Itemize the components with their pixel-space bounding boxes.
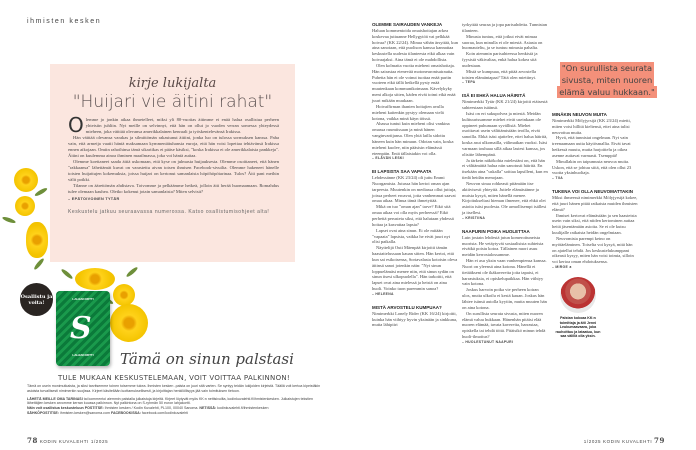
column-paragraph: Luin jostain lehdestä jutun komeroituneista nuorista. He vetäytyvät sosiaalisista suhteista eivätkä poistu kotoa. Tällainen nuori asuu meidän kerrostalossamme. <box>462 234 544 258</box>
letter-kicker: kirje lukijalta <box>128 76 217 91</box>
column-paragraph: Ahassa tuntui kuin mieheni olisi vankina omassa ruumiissaan ja minä hänen vanginvartijansa. Olen yhtä lailla sidottu häneen kuin hän minuun. Odotan vain, koska mieheni kuolee, niin pääsisin elämässä eteenpäin. Entä tällaistakin voi olla. <box>372 121 454 156</box>
drop-cap: O <box>68 113 84 137</box>
reader-signature: – KRISTIINA <box>462 216 486 220</box>
column-paragraph: Nimimerkki Mölyjyrsijä (KK 23/24) mietti, miten voisi hillitä kieltensä, ettei aina tulisi neuvottua muita. <box>552 117 631 135</box>
gift-card-bottom-label: LAHJAKORTTI <box>72 353 94 357</box>
reader-signature: – MIRGE ♣ <box>552 265 572 270</box>
column-paragraph: Isäsi on eri sukupolvea ja miestä. Meidän kulttuurissamme miehet eivät useinkaan ole oppineet puhumaan syvällisiä. Miehet osoittavat usein välittämistään teoilla, eivät sanoilla. Ehkä isäsi ajattelee, ettei halua häiritä, koska asut ulkomailla, välimatkan vuoksi. Isäsi varmaan touhuaa sillä aikaa lastesi kanssa, jos olisitte lähempänä. <box>462 110 548 157</box>
column-1 <box>372 22 458 328</box>
web-label: NETISSÄ: <box>199 406 217 411</box>
photo-caption: Palstan kokoaa KK:n toimittaja ja äiti Jenni Leukumaavaara, joka rauhoittuu ja lataatuu, kun saa välillä olla yksin. <box>555 316 601 339</box>
column-paragraph: Nimimerkki Lonely Rider (KK 16/24) kirjoitti, kuinka hän viihtyy hyvin yksinään ja sinkkuna, mutta lähipiiri <box>372 310 458 328</box>
column-paragraph: Hyvä, että tunnistat ongelman. Nyt vain treenaamaan uutta käytösmallia. Eivät tavat hetkessä muutu, mutta harjoittelu ja oikea asenne auttavat varmasti. Tsemppiä! <box>552 135 631 158</box>
column-paragraph: Koin aiemmin parisuhteessa henkistä ja fyysistä väkivaltaa, enkä halua kokea sitä uudestaan. <box>462 51 538 68</box>
s-group-logo-icon: S <box>70 311 92 346</box>
reader-signature: – TIIA <box>552 176 564 181</box>
column-paragraph: Ihmiset kertovat elämästään ja sen haasteista usein vain siksi, että niiden kertominen auttaa heitä jäsentämään asioita. Se ei ole kutsu kuulijalle ratkaista heidän ongelmiaan. <box>552 212 637 236</box>
column-paragraph: Hoivaffirman ihanien hoitajien avulla mieheni kaitenkin pystyy olemaan vielä kotona, vaikka minä käyn töissä. <box>372 103 444 121</box>
continues-note: Keskustelu jatkuu seuraavassa numerossa. Katso osallistumisohjeet alta! <box>68 209 270 215</box>
column-3 <box>552 112 638 271</box>
column-heading: ISÄ EI EHKÄ HALUA HÄIRITÄ <box>462 93 526 99</box>
cta-heading: TULE MUKAAN KESKUSTELEMAAN, VOIT VOITTAA PALKINNON! <box>57 374 291 382</box>
column-paragraph: Olen kolmatta vuotta mieheni omaishoitaja. Hän sairastaa etenevää motoneuronisairautta. Puhetta hän ei ole voinut tuottaa enää pariin vuoteen eikä tällä hetkellä pysty enää muutenkaan kommunikoimaan. Kävelykyky meni alkoja sitten, käden eivät toimi eikä enää juuri mikään muukaan. <box>372 62 456 103</box>
column-paragraph: Ja tärkein näkökohta mielestäni on, että hän ei välttämättä halua niin sanotusti häiritä. En itsekään aina "uskalla" soittaa lapsilleni, kun en tiedä heidän menojaan. <box>462 157 548 181</box>
column-paragraph: Minusta tuntuu, että jotkut eivät mimaa suoraa, kun minulla ei ole miestä. Asiasta on huomauteltu, ja se tuntuu minusta pahalta. <box>462 33 543 51</box>
letter-title: "Huijari vie äitini rahat" <box>72 92 273 112</box>
column-heading: OLEMME SAIRAUDEN VANKEJA <box>372 22 443 27</box>
column-paragraph: Lehdessänne (KK 23/24) oli juttu Emmi Nuorgamista. Jutussa hän kertoi oman ajan tarpeesta. Muutenkin on mediassa ollut juttuja, joissa perheet eroavat, jotta vanhemmat saavat omaa aikaa. Minua tämä ihmetyttää. <box>372 175 457 204</box>
column-paragraph: Lapset ovat aina sinun. Ei ole mitään "vapaata" lapsista, vaikka he eivät juuri nyt olisi paikalla. <box>372 227 451 245</box>
left-page-footer: 78 KODIN KUVALEHTI 1/2025 <box>27 436 109 445</box>
letter-signature: – EPÄTOIVOINEN TYTÄR <box>68 197 120 201</box>
page-number: 78 <box>27 436 38 445</box>
reader-signature: – TEPA <box>462 80 476 85</box>
column-paragraph: Mistä se kumpuaa, että pitää arvostella toisten elämäntapaa? Tätä olen miettinyt. <box>462 68 537 80</box>
editor-photo <box>560 277 596 313</box>
letter-paragraph: Hän väittää olevansa varakas ja silmittömän rakastunut äitiini, jonka luo on tulossa sormuksen kanssa. Paha vain, että armeija vaatii häntä maksamaan kymmeniätuhansia euroja, että hän voisi lopettaa tehtävänsä Irakissa ennen aikojaan. Omiin rahoihinsa tämä sikariikas ei pääse käsiksi, "koska Irakissa ei ole amerikkalaisia pankkeja". Äitini on kuulemma ainoa ihminen maailmassa, joka voi häntä auttaa. <box>68 135 279 158</box>
web-link[interactable]: kodinkuvalehti.fi/ihmistenkesken <box>216 406 269 411</box>
participation-info <box>27 384 327 416</box>
letter-box <box>50 64 295 262</box>
column-paragraph: Hän ei asu yksin vaan vanhempiensa kanssa. Nuori on yleensä aina kotona. Hänellä ei tietääkseni ole ikäkavereita joita tapaisi, ei harrastuksia, ei opiskelupaikkaa. Hän viihtyy vain kotona. <box>462 258 547 287</box>
column-heading: MISTÄ ARVOSTELU KUMPUAA? <box>372 304 442 310</box>
right-page-footer: 1/2025 KODIN KUVALEHTI 79 <box>583 436 665 445</box>
reader-signature: – ELÄVÄN LESKI <box>372 156 404 161</box>
participate-badge: Osallistu ja voita! <box>20 283 53 316</box>
intro-text: Tämä on usein monimutkaista, ja siksi tarvitsemme toinen toisemme tukea. Ihmisten kesken -palsta on juuri sitä varten. Se syntyy teidän lukijoiden kirjeistä. Täällä voit kertoa kipeistäkin asioista turvallisesti nimimerkin suojissa. Kirjeet käsitellään luottamuksellisesti, ja kirjoittajan henkilöllisyys jää vain toimituksen tietoon. <box>27 384 321 393</box>
letter-paragraph: Tilanne on äärettömän ahdistava. Toivomme ja pelkäämme hetkeä, jolloin äiti herää huomaamaan. Romahdus tulee olemaan kauhea. Oletko kokenut jotain samanlaista? Miten selvisit? <box>68 183 279 194</box>
column-paragraph: Neuvomista parempi keino on myötäeläminen. Toiselta voi kysyä, mitä hän on ajatellut tehdä. Jos keskustelukumppani oikeasti kysyy, miten hän voisi toimia, silloin voi kertoa oman ehdotuksensa. <box>552 235 634 265</box>
page-number: 79 <box>654 436 665 445</box>
reader-signature: – HELEENA <box>372 291 394 296</box>
column-paragraph: Joskus harvoin poika vie perheen koiran ulos, mutta ulkoilu ei kestä kauan. Joskus hän lähtee isänsä autolla kyytiin, mutta muuten hän on aina kotona. <box>462 287 547 310</box>
section-title: ihmisten kesken <box>27 18 102 25</box>
gift-card-image <box>56 291 110 366</box>
column-slogan: Tämä on sinun palstasi <box>120 350 294 368</box>
facebook-link[interactable]: facebook.com/kodinkuvalehti <box>140 410 189 415</box>
column-paragraph: Haluan kommentoida omaishoitajan arkea koskevaa juttuanne Hellygytöä vai pelkkää hoivaa? (KK 22/24). Minua vähän ärsyttää, kun aina sanotaan, että puolison kanssa kannattaa keskustella uudesta tilanteesta eikä alkaa vain hoivaajaksi. Aina tämä ei ole mahdollista. <box>372 27 458 63</box>
letter-paragraph: Olemme koettaneet saada äitiä uskomaan, että kyse on julmasta huijauksesta. Olemme osoittaneet, että hänen "rakkaansa" lähettämät kuvat on varastettu aivan toisen ihmisen Facebook-sivuilta. Olemme hakeneet hänelle toisten huijattujen kokemuksia, joissa huijari on kertonut samanlaista höpöhöpötarinaa. Tulos? Äiti pani meihin välit poikki. <box>68 159 279 182</box>
letter-paragraph: Olemme jo jonkin aikaa ihmetelleet, miksi yli 80-vuotias äitimme ei enää halua osallistua perheen yhteisiin juhliin. Nyt meille on selvinnyt, että hän on ollut jo vuoden verran somessa yhteydessä mieheen, joka väittää olevansa amerikkalainen kenraali ja työskentelevänsä Irakissa. <box>68 113 279 137</box>
reader-signature: – HUOLESTUNUT NAAPURI <box>462 339 514 344</box>
column-paragraph: On surullista seurata sivusta, miten nuoren elämä valuu hukkaan. Hänenhän pitäisi elää nuoren elämää, tavata kavereita, harrastaa, opiskella tai tehdä töitä. Pitäisikö minun tehdä huoli-ilmoitus? <box>462 310 546 340</box>
email-link[interactable]: ihmisten.kesken@sanoma.com <box>58 410 111 415</box>
column-paragraph: Minullakin on taipumusta neuvoa muita. Uskon, että se johtuu siitä, että olen ollut 23 vuotta yksinhuoltaja. <box>552 158 632 176</box>
pull-quote: "On surullista seurata sivusta, miten nuoren elämä valuu hukkaan." <box>559 63 655 97</box>
column-2 <box>462 22 548 346</box>
column-paragraph: Nimimerkki Tytär (KK 21/24) kirjoitti etäisestä suhteestaan isäänsä. <box>462 99 548 110</box>
column-heading: TUKENA VOI OLLA NEUVOMATTAKIN <box>552 189 633 195</box>
column-paragraph: Näyttelijä Outi Mäenpää kirjoitti tämän haastattelussaan kauan sitten. Hän kertoi, että kun sai esikoisensa, Sortavalasta kotoisin oleva äitinsä sanoi jotenkin näin: "Nyt sinun loppuelämäsi menee niin, että sinun sydän on sinun itsesi ulkopuolella". Hän tarkoitti, että lapset ovat aina mielessä ja heistä on aina huoli. Voinko tuon paremmin sanoa? <box>372 245 458 292</box>
column-heading: EI LAPSISTA SAA VAPAATA <box>372 169 432 175</box>
gift-card-top-label: LAHJAKORTTI <box>72 297 94 301</box>
column-heading: NAAPURIN POIKA HUOLETTAA <box>462 228 530 234</box>
column-paragraph: Miksi ihmeessä nimimerkki Mölyjyrsijä kokee, että juuri hänen pitää ratkaista muiden ihmisten elämä? <box>552 194 638 212</box>
column-heading: MINÄKIN NEUVON MUITA <box>552 112 607 117</box>
column-paragraph: tyrkyttää seuraa ja jopa parisuhdetta. Tunnistan tilanteen. <box>462 22 547 33</box>
column-paragraph: Mikä on tuo "oman ajan" tarve? Eikö sitä omaa aikaa voi olla myös perheessä? Eikö perhettä perusteta siksi, että halutaan yhdessä hoitaa ja kasvattaa lapsia? <box>372 204 454 227</box>
letter-body <box>68 113 279 215</box>
instructions: LÄHETÄ MEILLE OMA TARINASI tai kommentoi aiemmin palstalla julkaistuja kirjeitä. Kirjeet löytyvät myös KK:n nettisivuilta, kodinkuvalehti.fi/ihmistenkesken. Julkaistujen tekstien lähettäjien kesken arvomme kerran kuussa palkinnon. Nyt palkintona on S-ryhmän 50 euron lahjakortti. Näin voit osallistua keskusteluun POSTITSE: Ihmisten kesken / Kodin Kuvalehti, PL100, 00040 Sanoma. NETISSÄ: kodinkuvalehti.fi/ihmistenkesken SÄHKÖPOSTITSE: ihmisten.kesken@sanoma.com FACEBOOKISSA: facebook.com/kodinkuvalehti <box>27 396 314 415</box>
column-paragraph: Neuvon sinua rohkeasti pitämään itse aktiivisesti yhteyttä. Juttele elämästänne ja muista kysyä, miten hänellä menee. Kirjoitukseltasi hieman ilmenee, että ehkä olet asioita isäsi puolesta. Ole armollisempi isällesi ja itsellesi. <box>462 180 547 216</box>
